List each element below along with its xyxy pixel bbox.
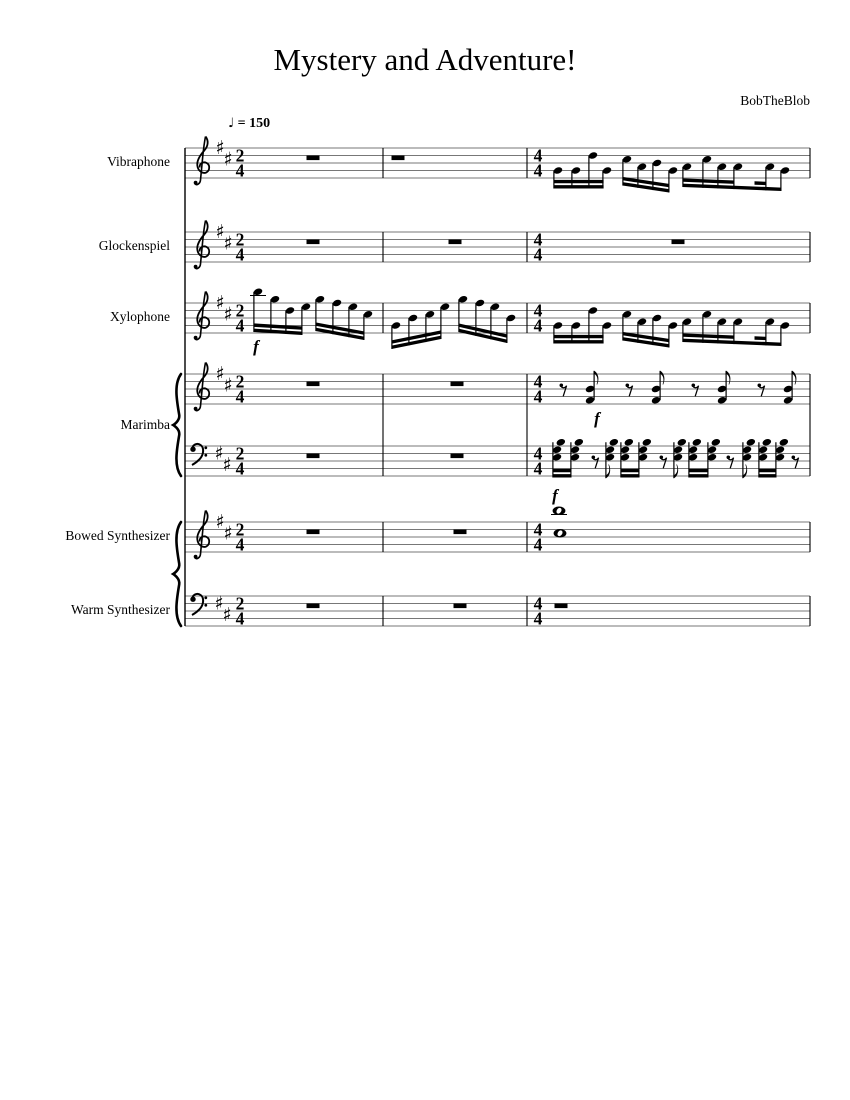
sharp-icon: ♯ [223, 522, 233, 545]
eighth-rest-hook [759, 386, 764, 397]
beam [554, 180, 604, 183]
eighth-rest [727, 456, 734, 469]
time-signature-numerator: 4 [533, 593, 543, 614]
treble-clef-dot [194, 407, 198, 411]
time-signature-denominator: 4 [235, 458, 245, 479]
whole-rest [307, 454, 320, 459]
whole-rest [451, 454, 464, 459]
time-signature-denominator: 4 [235, 315, 245, 336]
brace [173, 522, 181, 626]
notehead [609, 438, 619, 447]
sharp-icon: ♯ [222, 453, 232, 476]
treble-clef-dot [194, 336, 198, 340]
time-signature-numerator: 2 [235, 300, 245, 321]
bass-clef-dot [204, 604, 207, 607]
whole-rest [307, 382, 320, 387]
beam [254, 323, 303, 329]
whole-rest [307, 240, 320, 245]
treble-clef-icon [194, 137, 209, 185]
time-signature-numerator: 4 [533, 519, 543, 540]
sharp-icon: ♯ [215, 363, 225, 385]
treble-clef-icon [194, 292, 209, 340]
tempo-value: = 150 [234, 116, 271, 131]
sharp-icon: ♯ [215, 221, 225, 243]
eighth-rest-dot [758, 384, 762, 388]
time-signature-numerator: 2 [235, 371, 245, 392]
notehead [574, 438, 584, 447]
eighth-rest [792, 456, 799, 469]
notehead [746, 438, 756, 447]
eighth-rest [660, 456, 667, 469]
beam [689, 469, 709, 472]
bass-clef-dot [204, 454, 207, 457]
notehead [711, 438, 721, 447]
beam [554, 185, 604, 188]
beam [254, 329, 303, 335]
whole-rest [672, 240, 685, 245]
eighth-rest-dot [792, 456, 796, 460]
treble-clef-dot [194, 555, 198, 559]
beam [621, 474, 640, 477]
beam [554, 340, 604, 343]
whole-rest [307, 530, 320, 535]
beam [759, 474, 777, 477]
whole-rest [451, 382, 464, 387]
sharp-icon: ♯ [214, 592, 224, 615]
beam [683, 333, 735, 339]
whole-rest [307, 604, 320, 609]
dynamic-f: f [253, 337, 259, 356]
notehead [642, 438, 652, 447]
beam [683, 178, 735, 184]
time-signature-numerator: 2 [235, 443, 245, 464]
eighth-rest-dot [626, 384, 630, 388]
eighth-rest-dot [560, 384, 564, 388]
staff-label-warm-synthesizer: Warm Synthesizer [70, 602, 170, 617]
bass-clef-icon [190, 444, 207, 465]
treble-clef-dot [194, 265, 198, 269]
time-signature-denominator: 4 [235, 386, 245, 407]
time-signature-numerator: 4 [533, 229, 543, 250]
sharp-icon: ♯ [223, 148, 233, 171]
beam [683, 184, 782, 191]
time-signature-numerator: 4 [533, 145, 543, 166]
dynamic-f: f [594, 409, 600, 428]
beam [553, 469, 572, 472]
eighth-rest [758, 384, 765, 397]
treble-clef-icon [194, 363, 209, 411]
time-signature-denominator: 4 [235, 244, 245, 265]
time-signature-denominator: 4 [533, 534, 543, 555]
time-signature-numerator: 2 [235, 519, 245, 540]
sharp-icon: ♯ [215, 137, 225, 159]
whole-rest [454, 530, 467, 535]
time-signature-denominator: 4 [533, 458, 543, 479]
time-signature-numerator: 4 [533, 443, 543, 464]
eighth-rest-dot [592, 456, 596, 460]
bass-clef-icon [190, 594, 207, 615]
treble-clef-icon [194, 511, 209, 559]
beam [554, 335, 604, 338]
beam [755, 336, 767, 340]
notehead [692, 438, 702, 447]
bass-clef-curve [192, 594, 203, 615]
eighth-rest-hook [693, 386, 698, 397]
staff-label-marimba-treble: Marimba [120, 417, 170, 432]
time-signature-denominator: 4 [533, 244, 543, 265]
sharp-icon: ♯ [223, 374, 233, 397]
time-signature-denominator: 4 [533, 386, 543, 407]
whole-rest [392, 156, 405, 161]
whole-rest [449, 240, 462, 245]
beam [621, 469, 640, 472]
notehead [779, 438, 789, 447]
brace [173, 374, 181, 476]
staff-label-vibraphone: Vibraphone [107, 154, 170, 169]
beam [689, 474, 709, 477]
sharp-icon: ♯ [214, 442, 224, 465]
beam [759, 469, 777, 472]
time-signature-numerator: 2 [235, 593, 245, 614]
sharp-icon: ♯ [222, 603, 232, 626]
eighth-rest-hook [627, 386, 632, 397]
dynamic-f: f [552, 486, 558, 505]
notehead [677, 438, 687, 447]
treble-clef-icon [194, 221, 209, 269]
staff-label-bowed-synthesizer: Bowed Synthesizer [65, 528, 170, 543]
eighth-rest [592, 456, 599, 469]
treble-clef-dot [194, 181, 198, 185]
time-signature-denominator: 4 [235, 608, 245, 629]
time-signature-numerator: 2 [235, 229, 245, 250]
notehead [556, 438, 566, 447]
eighth-rest-hook [793, 458, 798, 469]
notehead [762, 438, 772, 447]
eighth-rest-hook [561, 386, 566, 397]
whole-rest [454, 604, 467, 609]
sharp-icon: ♯ [223, 303, 233, 326]
beam [755, 181, 767, 185]
time-signature-denominator: 4 [235, 534, 245, 555]
time-signature-numerator: 4 [533, 300, 543, 321]
whole-rest [555, 604, 568, 609]
time-signature-denominator: 4 [235, 160, 245, 181]
quarter-note-icon: ♩ [228, 116, 235, 131]
eighth-rest-dot [727, 456, 731, 460]
sharp-icon: ♯ [215, 511, 225, 533]
sharp-icon: ♯ [215, 292, 225, 314]
whole-rest [307, 156, 320, 161]
eighth-rest [692, 384, 699, 397]
beam [683, 339, 782, 346]
bass-clef-dot [204, 596, 207, 599]
time-signature-numerator: 2 [235, 145, 245, 166]
beam [553, 474, 572, 477]
composer-credit: BobTheBlob [740, 93, 810, 108]
sharp-icon: ♯ [223, 232, 233, 255]
eighth-rest-hook [661, 458, 666, 469]
staff-label-xylophone: Xylophone [110, 309, 170, 324]
time-signature-denominator: 4 [533, 608, 543, 629]
score-title: Mystery and Adventure! [273, 42, 577, 77]
bass-clef-dot [204, 446, 207, 449]
eighth-rest-dot [660, 456, 664, 460]
eighth-rest-hook [728, 458, 733, 469]
time-signature-denominator: 4 [533, 315, 543, 336]
time-signature-numerator: 4 [533, 371, 543, 392]
eighth-rest-dot [692, 384, 696, 388]
staff-label-glockenspiel: Glockenspiel [98, 238, 170, 253]
bass-clef-curve [192, 444, 203, 465]
time-signature-denominator: 4 [533, 160, 543, 181]
eighth-rest [560, 384, 567, 397]
notehead [624, 438, 634, 447]
eighth-rest [626, 384, 633, 397]
eighth-rest-hook [593, 458, 598, 469]
